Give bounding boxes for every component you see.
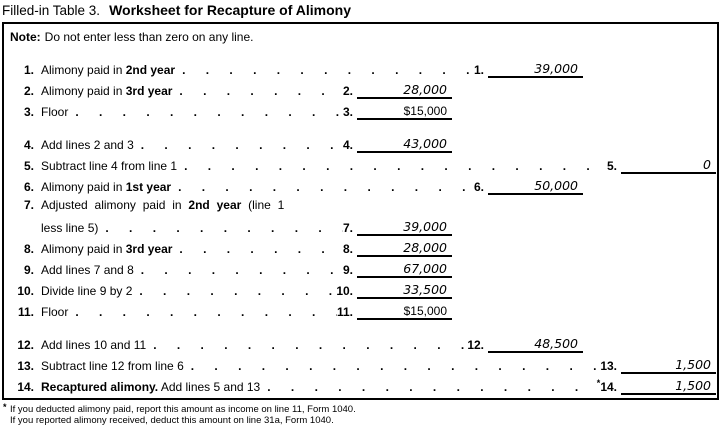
row-description [41,305,68,320]
worksheet-row [10,78,717,99]
row-description-line1 [41,196,343,214]
row-description [41,284,132,299]
table-caption [0,0,721,20]
amount-line [357,136,452,153]
leader-dots [68,105,343,120]
worksheet-row [10,353,717,374]
entry-line-number: 2. [342,84,353,98]
leader-dots [98,221,343,236]
row-description [41,63,175,78]
amount-entry [474,61,583,78]
entry-line-number: 7. [342,221,353,235]
leader-dots [134,263,343,278]
row-number: 6. [23,180,34,194]
worksheet-row [10,299,717,320]
row-text: Alimony paid in [41,242,126,256]
amount-line [357,219,452,236]
row-number: 10. [17,284,34,298]
row-text: Alimony paid in [41,180,126,194]
footnote-asterisk: * [3,402,7,412]
row-description [41,180,171,195]
row-number: 4. [23,138,34,152]
worksheet-row [10,257,717,278]
amount-value: 28,000 [403,82,447,97]
worksheet-row [10,374,717,395]
row-text: Divide line 9 by 2 [41,284,133,298]
footnote-line-1: If you deducted alimony paid, report this amount as income on line 11, Form 1040. [10,404,356,415]
worksheet-row [10,195,717,236]
row-number: 12. [17,338,34,352]
amount-line [621,157,716,174]
amount-value: 1,500 [675,378,711,393]
entry-line-number: 1. [473,63,484,77]
amount-line [488,336,583,353]
row-number: 2. [23,84,34,98]
amount-line [357,240,452,257]
table-caption-prefix: Filled-in Table 3. [2,3,101,18]
row-text-bold: 2nd year [188,198,242,212]
amount-line [357,82,452,99]
leader-dots [184,359,601,374]
row-text: Alimony paid in [41,63,126,77]
row-text: Subtract line 12 from line 6 [41,359,184,373]
worksheet-row [10,99,717,120]
row-number: 9. [23,263,34,277]
amount-line [488,178,583,195]
row-text: Adjusted alimony paid in [41,198,189,212]
worksheet-row [10,174,717,195]
worksheet-row [10,332,717,353]
amount-value: 39,000 [403,219,447,234]
leader-dots [175,63,474,78]
entry-line-number: 13. [600,359,617,373]
leader-dots [260,380,597,395]
amount-value: 48,500 [534,336,578,351]
amount-entry [336,282,452,299]
amount-value: 50,000 [534,178,578,193]
entry-line-number: 8. [342,242,353,256]
amount-value: $15,000 [403,104,447,118]
amount-entry [343,219,452,236]
row-description [41,242,172,257]
row-description [41,359,184,374]
amount-line [357,261,452,278]
leader-dots [172,84,343,99]
amount-line [357,282,452,299]
amount-line [488,61,583,78]
entry-line-number: 6. [473,180,484,194]
worksheet-row [10,153,717,174]
amount-value: 33,500 [403,282,447,297]
amount-line [621,378,716,395]
leader-dots [146,338,467,353]
amount-entry [607,157,716,174]
entry-line-number: 12. [467,338,484,352]
row-text: Add lines 7 and 8 [41,263,134,277]
amount-value: 28,000 [403,240,447,255]
row-text-bold: Recaptured alimony. [41,380,159,394]
entry-line-number: 3. [342,105,353,119]
row-description-line2 [41,214,343,236]
row-number: 11. [17,305,34,319]
table-caption-title: Worksheet for Recapture of Alimony [109,2,351,18]
row-text: Add lines 2 and 3 [41,138,134,152]
footnotes [0,404,721,426]
amount-line [621,357,716,374]
worksheet-note [10,30,717,44]
row-text: Floor [41,105,69,119]
row-text: Add lines 10 and 11 [41,338,147,352]
row-text-bold: 2nd year [125,63,176,77]
worksheet-row [10,278,717,299]
leader-dots [68,305,337,320]
row-description [41,380,260,395]
row-text: less line 5) [41,221,99,235]
row-text: Alimony paid in [41,84,126,98]
amount-entry [597,376,716,395]
amount-entry [343,103,452,120]
row-text: (line 1 [241,198,285,212]
row-description [41,138,134,153]
row-text: Floor [41,305,69,319]
entry-line-number: 9. [342,263,353,277]
entry-line-number: 11. [336,305,353,319]
row-text: Add lines 5 and 13 [158,380,261,394]
amount-entry [337,303,452,320]
row-number: 5. [23,159,34,173]
amount-line [357,103,452,120]
row-text-bold: 1st year [125,180,172,194]
entry-line-number: 4. [342,138,353,152]
amount-entry [474,178,583,195]
row-description [41,105,68,120]
row-description [41,159,177,174]
amount-entry [343,136,452,153]
entry-line-number: *14. [596,378,617,394]
worksheet-row [10,236,717,257]
amount-value: $15,000 [403,304,447,318]
note-text: Do not enter less than zero on any line. [44,30,254,44]
leader-dots [171,180,474,195]
row-description [41,263,134,278]
worksheet-row [10,132,717,153]
amount-value: 39,000 [534,61,578,76]
amount-entry [343,261,452,278]
amount-value: 67,000 [403,261,447,276]
entry-line-number: 5. [606,159,617,173]
leader-dots [132,284,336,299]
worksheet-rows [10,57,717,395]
note-label: Note: [10,30,41,44]
row-number: 14. [17,380,34,394]
row-description [41,84,172,99]
amount-entry [600,357,716,374]
worksheet-box [2,22,719,400]
row-number: 3. [23,105,34,119]
worksheet-row [10,57,717,78]
row-description [41,338,146,353]
amount-line [357,303,452,320]
row-number: 8. [23,242,34,256]
leader-dots [177,159,607,174]
row-text-bold: 3rd year [125,84,173,98]
amount-value: 0 [703,157,711,172]
footnote-line-2: If you reported alimony received, deduct this amount on line 31a, Form 1040. [10,415,334,426]
amount-entry [343,240,452,257]
row-number: 1. [23,63,34,77]
amount-value: 1,500 [675,357,711,372]
leader-dots [172,242,343,257]
entry-asterisk: * [596,378,601,388]
row-text: Subtract line 4 from line 1 [41,159,178,173]
row-text-bold: 3rd year [125,242,173,256]
amount-entry [343,82,452,99]
row-description [41,195,343,236]
leader-dots [134,138,343,153]
entry-line-number: 10. [336,284,353,298]
row-number: 7. [23,198,34,212]
row-number: 13. [17,359,34,373]
amount-value: 43,000 [403,136,447,151]
amount-entry [467,336,583,353]
